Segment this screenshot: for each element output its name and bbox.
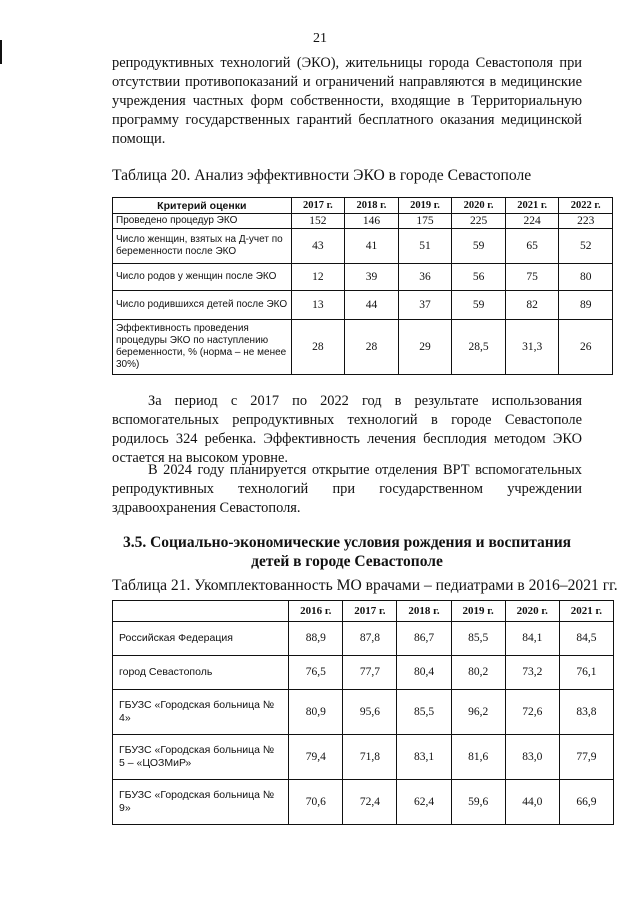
row-label: Эффективность проведения процедуры ЭКО по наступлению беременности, % (норма – не менее 30%): [113, 320, 292, 375]
header-cell: 2020 г.: [452, 198, 506, 214]
table-cell: 66,9: [559, 780, 613, 825]
table-cell: 76,5: [289, 656, 343, 690]
section-heading-line: детей в городе Севастополе: [251, 553, 443, 570]
header-cell: 2018 г.: [397, 601, 451, 622]
table-cell: 152: [291, 214, 345, 229]
table-cell: 87,8: [343, 622, 397, 656]
table-header-row: [113, 198, 613, 214]
table-row: [113, 320, 613, 375]
table-cell: 223: [559, 214, 613, 229]
header-cell: 2017 г.: [291, 198, 345, 214]
row-label: ГБУЗС «Городская больница № 5 – «ЦОЗМиР»: [113, 735, 289, 780]
table-cell: 80,9: [289, 690, 343, 735]
table-cell: 85,5: [397, 690, 451, 735]
row-label: Число женщин, взятых на Д-учет по беременности после ЭКО: [113, 229, 292, 264]
table-row: [113, 229, 613, 264]
table-row: [113, 214, 613, 229]
section-heading-line: 3.5. Социально-экономические условия рождения и воспитания: [122, 534, 572, 551]
header-cell: Критерий оценки: [113, 198, 292, 214]
table-row: [113, 735, 614, 780]
table-cell: 70,6: [289, 780, 343, 825]
table-cell: 88,9: [289, 622, 343, 656]
table-cell: 83,1: [397, 735, 451, 780]
page-number: 21: [313, 31, 327, 46]
table-header-row: [113, 601, 614, 622]
header-cell: 2020 г.: [505, 601, 559, 622]
plan-2024-paragraph: В 2024 году планируется открытие отделения ВРТ вспомогательных репродуктивных технологий при государственном учреждении здравоохранения Севастополя.: [112, 462, 582, 516]
table-cell: 81,6: [451, 735, 505, 780]
table-cell: 86,7: [397, 622, 451, 656]
ivf-efficiency-table: [112, 197, 613, 375]
table-cell: 59,6: [451, 780, 505, 825]
table-cell: 36: [398, 264, 452, 291]
table-row: [113, 264, 613, 291]
table-cell: 84,1: [505, 622, 559, 656]
table-cell: 65: [505, 229, 559, 264]
table-cell: 41: [345, 229, 399, 264]
table-cell: 83,8: [559, 690, 613, 735]
table-cell: 95,6: [343, 690, 397, 735]
table-cell: 89: [559, 291, 613, 320]
table-cell: 13: [291, 291, 345, 320]
table-cell: 59: [452, 291, 506, 320]
table20-caption: Таблица 20. Анализ эффективности ЭКО в городе Севастополе: [112, 167, 532, 184]
table-cell: 12: [291, 264, 345, 291]
table-cell: 83,0: [505, 735, 559, 780]
table-cell: 80: [559, 264, 613, 291]
table-cell: 85,5: [451, 622, 505, 656]
header-cell: [113, 601, 289, 622]
intro-paragraph: репродуктивных технологий (ЭКО), жительницы города Севастополя при отсутствии противопоказаний и ограничений направляются в медицинские учреждения частных форм собственности, входящие в Территориальную программу государственных гарантий бесплатного оказания медицинской помощи.: [112, 55, 582, 147]
table-cell: 77,9: [559, 735, 613, 780]
table-cell: 80,2: [451, 656, 505, 690]
table-cell: 37: [398, 291, 452, 320]
row-label: ГБУЗС «Городская больница № 9»: [113, 780, 289, 825]
table-cell: 31,3: [505, 320, 559, 375]
table-cell: 28: [345, 320, 399, 375]
table-row: [113, 291, 613, 320]
table-cell: 73,2: [505, 656, 559, 690]
section-heading: [112, 533, 582, 571]
table-cell: 225: [452, 214, 506, 229]
table-cell: 224: [505, 214, 559, 229]
header-cell: 2019 г.: [398, 198, 452, 214]
row-label: город Севастополь: [113, 656, 289, 690]
header-cell: 2017 г.: [343, 601, 397, 622]
header-cell: 2018 г.: [345, 198, 399, 214]
table-cell: 72,6: [505, 690, 559, 735]
table-cell: 75: [505, 264, 559, 291]
table-cell: 26: [559, 320, 613, 375]
row-label: Российская Федерация: [113, 622, 289, 656]
row-label: Проведено процедур ЭКО: [113, 214, 292, 229]
row-label: ГБУЗС «Городская больница № 4»: [113, 690, 289, 735]
table-cell: 52: [559, 229, 613, 264]
row-label: Число родившихся детей после ЭКО: [113, 291, 292, 320]
table-cell: 56: [452, 264, 506, 291]
table-cell: 39: [345, 264, 399, 291]
pediatrician-staffing-table: [112, 600, 614, 825]
table-cell: 28: [291, 320, 345, 375]
table-cell: 80,4: [397, 656, 451, 690]
table-cell: 146: [345, 214, 399, 229]
table-cell: 96,2: [451, 690, 505, 735]
period-paragraph: За период с 2017 по 2022 год в результате использования вспомогательных репродуктивных технологий в городе Севастополе родилось 324 ребенка. Эффективность лечения бесплодия методом ЭКО остается на высоком уровне.: [112, 393, 582, 466]
table-cell: 175: [398, 214, 452, 229]
header-cell: 2016 г.: [289, 601, 343, 622]
table-cell: 71,8: [343, 735, 397, 780]
header-cell: 2022 г.: [559, 198, 613, 214]
table-cell: 62,4: [397, 780, 451, 825]
table-cell: 59: [452, 229, 506, 264]
table-cell: 51: [398, 229, 452, 264]
table-cell: 77,7: [343, 656, 397, 690]
table-cell: 76,1: [559, 656, 613, 690]
table-row: [113, 780, 614, 825]
table21-caption: Таблица 21. Укомплектованность МО врачами – педиатрами в 2016–2021 гг.: [112, 577, 618, 594]
table-row: [113, 656, 614, 690]
table-cell: 72,4: [343, 780, 397, 825]
table-row: [113, 690, 614, 735]
header-cell: 2021 г.: [505, 198, 559, 214]
table-cell: 44: [345, 291, 399, 320]
table-cell: 29: [398, 320, 452, 375]
table-cell: 28,5: [452, 320, 506, 375]
table-cell: 79,4: [289, 735, 343, 780]
table-cell: 82: [505, 291, 559, 320]
header-cell: 2019 г.: [451, 601, 505, 622]
row-label: Число родов у женщин после ЭКО: [113, 264, 292, 291]
table-cell: 43: [291, 229, 345, 264]
table-cell: 44,0: [505, 780, 559, 825]
table-row: [113, 622, 614, 656]
header-cell: 2021 г.: [559, 601, 613, 622]
table-cell: 84,5: [559, 622, 613, 656]
